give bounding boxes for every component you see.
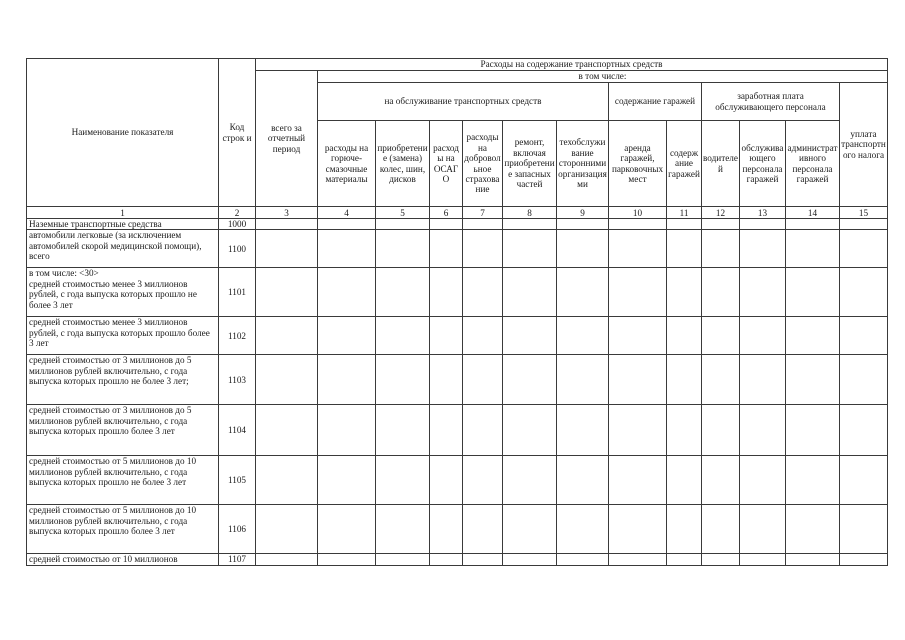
- value-cell[interactable]: [702, 554, 740, 565]
- value-cell[interactable]: [740, 230, 786, 268]
- value-cell[interactable]: [609, 219, 667, 230]
- value-cell[interactable]: [376, 405, 430, 456]
- value-cell[interactable]: [376, 505, 430, 554]
- value-cell[interactable]: [840, 355, 888, 405]
- header-garage-rent-column: аренда гаражей, парковочных мест: [609, 121, 667, 207]
- value-cell[interactable]: [463, 505, 503, 554]
- column-number: 5: [376, 207, 430, 219]
- value-cell[interactable]: [786, 230, 840, 268]
- value-cell[interactable]: [256, 219, 318, 230]
- value-cell[interactable]: [256, 554, 318, 565]
- column-number: 10: [609, 207, 667, 219]
- value-cell[interactable]: [740, 505, 786, 554]
- table-row: [27, 219, 888, 230]
- value-cell[interactable]: [430, 219, 463, 230]
- value-cell[interactable]: [786, 219, 840, 230]
- value-cell[interactable]: [702, 317, 740, 355]
- value-cell[interactable]: [740, 456, 786, 505]
- value-cell[interactable]: [503, 405, 557, 456]
- value-cell[interactable]: [376, 554, 430, 565]
- value-cell[interactable]: [318, 456, 376, 505]
- value-cell[interactable]: [503, 355, 557, 405]
- value-cell[interactable]: [740, 554, 786, 565]
- value-cell[interactable]: [503, 230, 557, 268]
- value-cell[interactable]: [609, 230, 667, 268]
- header-admin-staff-column: административного персонала гаражей: [786, 121, 840, 207]
- value-cell[interactable]: [702, 268, 740, 317]
- row-code: 1100: [219, 230, 256, 268]
- value-cell[interactable]: [256, 505, 318, 554]
- column-number: 14: [786, 207, 840, 219]
- value-cell[interactable]: [840, 554, 888, 565]
- value-cell[interactable]: [376, 268, 430, 317]
- header-drivers-column: водителей: [702, 121, 740, 207]
- row-label: средней стоимостью от 5 миллионов до 10 миллионов рублей включительно, с года выпуска которых прошло более 3 лет: [27, 505, 219, 554]
- value-cell[interactable]: [740, 317, 786, 355]
- value-cell[interactable]: [557, 505, 609, 554]
- header-garage-staff-column: обслуживающего персонала гаражей: [740, 121, 786, 207]
- value-cell[interactable]: [503, 505, 557, 554]
- value-cell[interactable]: [463, 219, 503, 230]
- value-cell[interactable]: [667, 505, 702, 554]
- header-code-column: Код строк и: [219, 59, 256, 207]
- value-cell[interactable]: [318, 355, 376, 405]
- value-cell[interactable]: [840, 456, 888, 505]
- value-cell[interactable]: [430, 268, 463, 317]
- value-cell[interactable]: [667, 405, 702, 456]
- value-cell[interactable]: [463, 355, 503, 405]
- value-cell[interactable]: [609, 456, 667, 505]
- table-row: [27, 317, 888, 355]
- column-number: 3: [256, 207, 318, 219]
- header-service-group: на обслуживание транспортных средств: [318, 83, 609, 121]
- value-cell[interactable]: [667, 230, 702, 268]
- value-cell[interactable]: [430, 505, 463, 554]
- value-cell[interactable]: [786, 355, 840, 405]
- value-cell[interactable]: [376, 456, 430, 505]
- value-cell[interactable]: [702, 456, 740, 505]
- header-total-column: всего за отчетный период: [256, 71, 318, 207]
- row-code: 1106: [219, 505, 256, 554]
- column-number: 12: [702, 207, 740, 219]
- value-cell[interactable]: [430, 355, 463, 405]
- header-fuel-column: расходы на горюче-смазочные материалы: [318, 121, 376, 207]
- header-in-that-number: в том числе:: [318, 71, 888, 83]
- header-maintenance-column: техобслуживание сторонними организациями: [557, 121, 609, 207]
- value-cell[interactable]: [667, 268, 702, 317]
- column-number: 9: [557, 207, 609, 219]
- value-cell[interactable]: [667, 317, 702, 355]
- value-cell[interactable]: [503, 219, 557, 230]
- value-cell[interactable]: [609, 317, 667, 355]
- value-cell[interactable]: [609, 268, 667, 317]
- value-cell[interactable]: [557, 219, 609, 230]
- table-row: [27, 554, 888, 565]
- value-cell[interactable]: [740, 405, 786, 456]
- table-body: [27, 219, 888, 566]
- header-tax-column: уплата транспортного налога: [840, 83, 888, 207]
- value-cell[interactable]: [840, 230, 888, 268]
- table-row: [27, 456, 888, 505]
- value-cell[interactable]: [557, 554, 609, 565]
- value-cell[interactable]: [430, 230, 463, 268]
- value-cell[interactable]: [557, 456, 609, 505]
- column-number: 11: [667, 207, 702, 219]
- value-cell[interactable]: [557, 268, 609, 317]
- table-row: [27, 405, 888, 456]
- row-label: средней стоимостью от 5 миллионов до 10 миллионов рублей включительно, с года выпуска которых прошло не более 3 лет: [27, 456, 219, 505]
- value-cell[interactable]: [609, 505, 667, 554]
- header-garage-group: содержание гаражей: [609, 83, 702, 121]
- value-cell[interactable]: [786, 554, 840, 565]
- value-cell[interactable]: [667, 219, 702, 230]
- value-cell[interactable]: [740, 268, 786, 317]
- header-osago-column: расходы на ОСАГО: [430, 121, 463, 207]
- value-cell[interactable]: [318, 554, 376, 565]
- table-row: [27, 268, 888, 317]
- value-cell[interactable]: [840, 219, 888, 230]
- value-cell[interactable]: [786, 405, 840, 456]
- header-salary-group: заработная плата обслуживающего персонала: [702, 83, 840, 121]
- transport-expenses-table: [26, 58, 888, 566]
- table-row: [27, 355, 888, 405]
- value-cell[interactable]: [318, 230, 376, 268]
- row-label: средней стоимостью менее 3 миллионов рублей, с года выпуска которых прошло более 3 лет: [27, 317, 219, 355]
- row-code: 1105: [219, 456, 256, 505]
- value-cell[interactable]: [463, 230, 503, 268]
- value-cell[interactable]: [609, 405, 667, 456]
- value-cell[interactable]: [503, 554, 557, 565]
- value-cell[interactable]: [702, 405, 740, 456]
- value-cell[interactable]: [256, 268, 318, 317]
- value-cell[interactable]: [463, 554, 503, 565]
- value-cell[interactable]: [702, 219, 740, 230]
- value-cell[interactable]: [503, 317, 557, 355]
- row-code: 1104: [219, 405, 256, 456]
- table-row: [27, 505, 888, 554]
- value-cell[interactable]: [786, 505, 840, 554]
- value-cell[interactable]: [740, 219, 786, 230]
- value-cell[interactable]: [376, 355, 430, 405]
- value-cell[interactable]: [609, 355, 667, 405]
- value-cell[interactable]: [318, 219, 376, 230]
- header-name-column: Наименование показателя: [27, 59, 219, 207]
- value-cell[interactable]: [463, 405, 503, 456]
- value-cell[interactable]: [463, 456, 503, 505]
- header-insurance-column: расходы на добровольное страхование: [463, 121, 503, 207]
- value-cell[interactable]: [702, 355, 740, 405]
- column-number: 15: [840, 207, 888, 219]
- value-cell[interactable]: [503, 456, 557, 505]
- value-cell[interactable]: [430, 456, 463, 505]
- value-cell[interactable]: [740, 355, 786, 405]
- value-cell[interactable]: [376, 317, 430, 355]
- row-code: 1101: [219, 268, 256, 317]
- value-cell[interactable]: [557, 317, 609, 355]
- row-label: средней стоимостью от 3 миллионов до 5 миллионов рублей включительно, с года выпуска которых прошло не более 3 лет;: [27, 355, 219, 405]
- value-cell[interactable]: [702, 230, 740, 268]
- column-number: 1: [27, 207, 219, 219]
- header-garage-upkeep-column: содержание гаражей: [667, 121, 702, 207]
- row-label: средней стоимостью от 10 миллионов: [27, 554, 219, 565]
- value-cell[interactable]: [702, 505, 740, 554]
- column-number: 7: [463, 207, 503, 219]
- row-code: 1107: [219, 554, 256, 565]
- row-label: в том числе: <30> средней стоимостью менее 3 миллионов рублей, с года выпуска которых прошло не более 3 лет: [27, 268, 219, 317]
- value-cell[interactable]: [318, 405, 376, 456]
- value-cell[interactable]: [318, 505, 376, 554]
- value-cell[interactable]: [463, 317, 503, 355]
- value-cell[interactable]: [318, 317, 376, 355]
- value-cell[interactable]: [430, 405, 463, 456]
- header-expenses-group: Расходы на содержание транспортных средств: [256, 59, 888, 71]
- row-code: 1102: [219, 317, 256, 355]
- header-wheels-column: приобретение (замена) колес, шин, дисков: [376, 121, 430, 207]
- value-cell[interactable]: [667, 456, 702, 505]
- column-number: 6: [430, 207, 463, 219]
- column-number: 2: [219, 207, 256, 219]
- value-cell[interactable]: [667, 355, 702, 405]
- value-cell[interactable]: [376, 219, 430, 230]
- table-row: [27, 230, 888, 268]
- value-cell[interactable]: [840, 268, 888, 317]
- value-cell[interactable]: [503, 268, 557, 317]
- value-cell[interactable]: [256, 456, 318, 505]
- column-number: 4: [318, 207, 376, 219]
- row-code: 1000: [219, 219, 256, 230]
- value-cell[interactable]: [463, 268, 503, 317]
- row-code: 1103: [219, 355, 256, 405]
- value-cell[interactable]: [430, 554, 463, 565]
- value-cell[interactable]: [786, 268, 840, 317]
- value-cell[interactable]: [557, 230, 609, 268]
- row-label: средней стоимостью от 3 миллионов до 5 миллионов рублей включительно, с года выпуска которых прошло более 3 лет: [27, 405, 219, 456]
- value-cell[interactable]: [786, 456, 840, 505]
- value-cell[interactable]: [840, 317, 888, 355]
- column-number: 8: [503, 207, 557, 219]
- value-cell[interactable]: [786, 317, 840, 355]
- value-cell[interactable]: [840, 405, 888, 456]
- value-cell[interactable]: [256, 355, 318, 405]
- value-cell[interactable]: [256, 230, 318, 268]
- header-repair-column: ремонт, включая приобретение запасных частей: [503, 121, 557, 207]
- value-cell[interactable]: [557, 405, 609, 456]
- row-label: автомобили легковые (за исключением автомобилей скорой медицинской помощи), всего: [27, 230, 219, 268]
- value-cell[interactable]: [256, 405, 318, 456]
- report-form: [26, 58, 888, 566]
- value-cell[interactable]: [557, 355, 609, 405]
- value-cell[interactable]: [256, 317, 318, 355]
- value-cell[interactable]: [430, 317, 463, 355]
- column-number: 13: [740, 207, 786, 219]
- row-label: Наземные транспортные средства: [27, 219, 219, 230]
- value-cell[interactable]: [318, 268, 376, 317]
- value-cell[interactable]: [609, 554, 667, 565]
- value-cell[interactable]: [667, 554, 702, 565]
- value-cell[interactable]: [376, 230, 430, 268]
- value-cell[interactable]: [840, 505, 888, 554]
